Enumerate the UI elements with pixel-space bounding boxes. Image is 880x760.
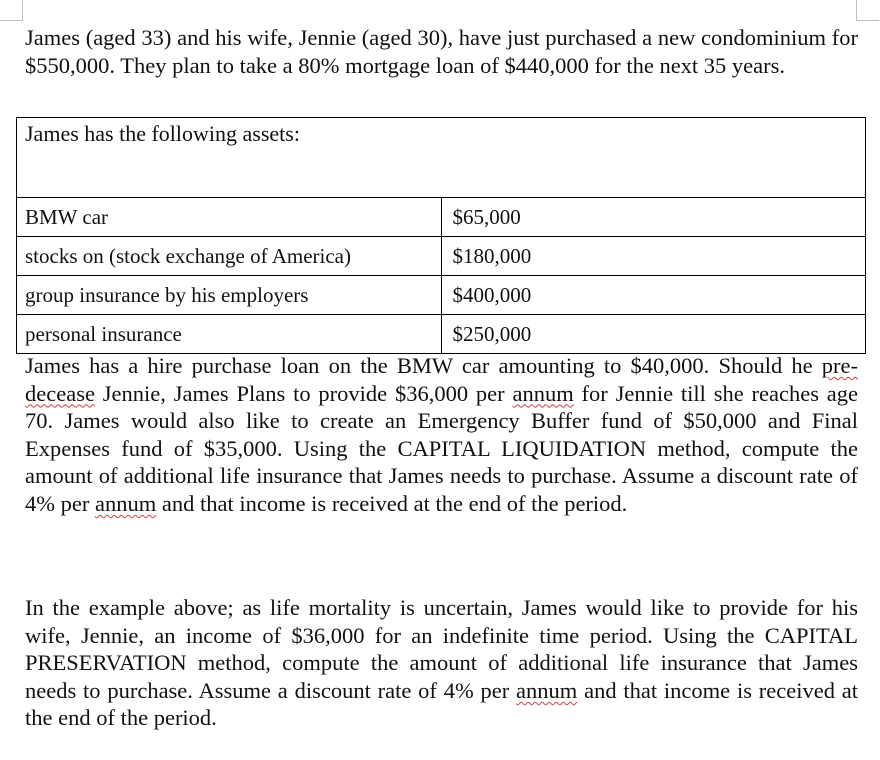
text-run: Jennie, James Plans to provide $36,000 per xyxy=(94,380,513,406)
asset-value-cell: $250,000 xyxy=(441,315,866,354)
text-run: James has a hire purchase loan on the BMW car amounting to $40,000. Should he xyxy=(25,353,822,378)
page-margin-corner-left xyxy=(0,0,23,21)
table-row xyxy=(17,198,866,237)
asset-item-cell: personal insurance xyxy=(17,315,442,354)
text-run: and that income is received at the end of the period. xyxy=(25,677,858,731)
text-run: In the example above; as life mortality is uncertain, James would like to provide for his wife, Jennie, an income of $36,000 for an indefinite time period. Using the CAPITAL PRESERVATION method, compute the amount of additional life insurance that James needs to purchase. Assume a discount rate of 4% per xyxy=(25,595,858,703)
asset-item-cell: BMW car xyxy=(17,198,442,237)
assets-table-header: James has the following assets: xyxy=(17,118,866,198)
assets-table-header-row xyxy=(17,118,866,198)
assets-table xyxy=(16,117,866,354)
capital-liquidation-paragraph xyxy=(25,352,858,518)
spellcheck-flagged-word[interactable]: annum xyxy=(512,380,574,406)
table-row xyxy=(17,276,866,315)
text-run: and that income is received at the end of the period. xyxy=(156,490,628,516)
intro-paragraph: James (aged 33) and his wife, Jennie (aged 30), have just purchased a new condominium for $550,000. They plan to take a 80% mortgage loan of $440,000 for the next 35 years. xyxy=(25,25,858,78)
spellcheck-flagged-word[interactable]: pre-decease xyxy=(25,353,858,406)
table-row xyxy=(17,237,866,276)
asset-value-cell: $400,000 xyxy=(441,276,866,315)
page-margin-corner-right xyxy=(856,0,879,21)
spellcheck-flagged-word[interactable]: annum xyxy=(94,490,157,516)
capital-preservation-paragraph xyxy=(25,594,858,732)
spellcheck-flagged-word[interactable]: annum xyxy=(516,677,578,703)
asset-value-cell: $180,000 xyxy=(441,237,866,276)
text-run: for Jennie till she reaches age 70. James would also like to create an Emergency Buffer fund of $50,000 and Final Expenses fund of $35,000. Using the CAPITAL LIQUIDATION method, compute the amount of additional life insurance that James needs to purchase. Assume a discount rate of 4% per xyxy=(25,380,858,516)
asset-value-cell: $65,000 xyxy=(441,198,866,237)
asset-item-cell: group insurance by his employers xyxy=(17,276,442,315)
table-row xyxy=(17,315,866,354)
asset-item-cell: stocks on (stock exchange of America) xyxy=(17,237,442,276)
